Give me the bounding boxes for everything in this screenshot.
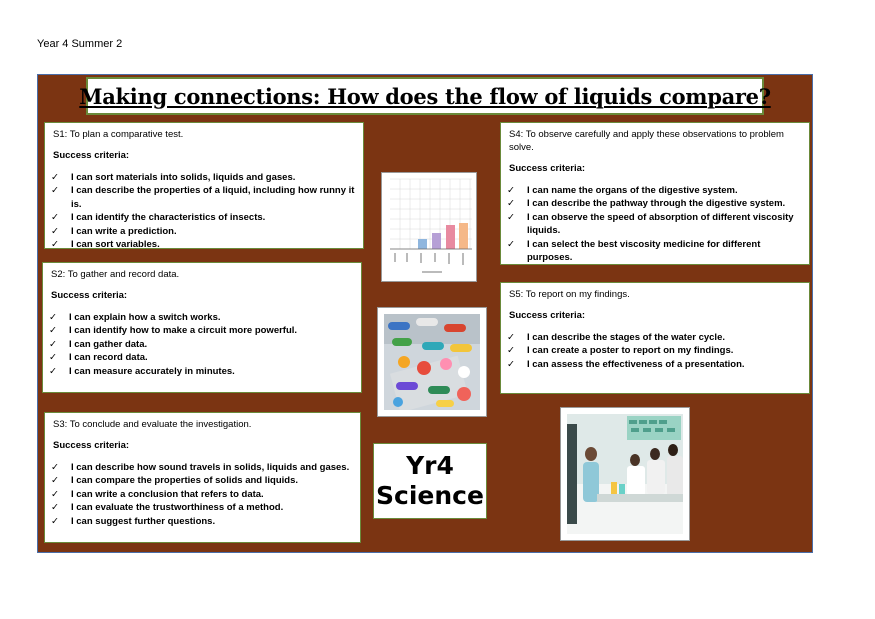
criteria-item: ✓ I can assess the effectiveness of a presentation. [509, 358, 801, 372]
criteria-item: ✓ I can sort materials into solids, liquids and gases. [53, 171, 355, 185]
criteria-item: ✓ I can create a poster to report on my findings. [509, 344, 801, 358]
criteria-item: ✓ I can explain how a switch works. [51, 311, 353, 325]
criteria-item: ✓ I can suggest further questions. [53, 515, 352, 529]
criteria-item: ✓ I can identify the characteristics of insects. [53, 211, 355, 225]
criteria-item: ✓ I can identify how to make a circuit more powerful. [51, 324, 353, 338]
bar-chart-image [381, 172, 477, 282]
badge-line2: Science [376, 481, 484, 510]
success-criteria-label: Success criteria: [53, 149, 130, 161]
criteria-item: ✓ I can write a prediction. [53, 225, 355, 239]
session-card-s1 [44, 122, 364, 249]
criteria-item: ✓ I can evaluate the trustworthiness of a method. [53, 501, 352, 515]
page-title: Making connections: How does the flow of liquids compare? [79, 83, 771, 109]
session-card-s3 [44, 412, 361, 543]
criteria-item: ✓ I can describe how sound travels in solids, liquids and gases. [53, 461, 352, 475]
card-heading: S1: To plan a comparative test. [53, 129, 184, 140]
card-heading: S2: To gather and record data. [51, 269, 180, 280]
criteria-item: ✓ I can record data. [51, 351, 353, 365]
card-heading: S4: To observe carefully and apply these observations to problem solve. [509, 129, 784, 153]
success-criteria-label: Success criteria: [509, 309, 586, 321]
criteria-item: ✓ I can gather data. [51, 338, 353, 352]
success-criteria-label: Success criteria: [53, 439, 130, 451]
criteria-item: ✓ I can sort variables. [53, 238, 355, 252]
criteria-item: ✓ I can measure accurately in minutes. [51, 365, 353, 379]
criteria-item: ✓ I can write a conclusion that refers to data. [53, 488, 352, 502]
card-heading: S5: To report on my findings. [509, 289, 630, 300]
success-criteria-label: Success criteria: [51, 289, 128, 301]
session-card-s2 [42, 262, 362, 393]
session-card-s4 [500, 122, 810, 265]
criteria-item: ✓ I can describe the stages of the water cycle. [509, 331, 801, 345]
criteria-item: ✓ I can name the organs of the digestive system. [509, 184, 801, 198]
classroom-photo [560, 407, 690, 541]
criteria-item: ✓ I can describe the pathway through the digestive system. [509, 197, 801, 211]
success-criteria-label: Success criteria: [509, 162, 586, 174]
display-board [37, 74, 813, 553]
year-science-badge [373, 443, 487, 519]
session-card-s5 [500, 282, 810, 394]
badge-line1: Yr4 [406, 451, 454, 480]
criteria-item: ✓ I can select the best viscosity medicine for different purposes. [509, 238, 801, 265]
page-header: Year 4 Summer 2 [37, 38, 123, 50]
criteria-item: ✓ I can compare the properties of solids and liquids. [53, 474, 352, 488]
criteria-item: ✓ I can observe the speed of absorption of different viscosity liquids. [509, 211, 801, 238]
card-heading: S3: To conclude and evaluate the investigation. [53, 419, 252, 430]
criteria-item: ✓ I can describe the properties of a liquid, including how runny it is. [53, 184, 355, 211]
medicine-pills-image [377, 307, 487, 417]
title-box [79, 77, 771, 115]
